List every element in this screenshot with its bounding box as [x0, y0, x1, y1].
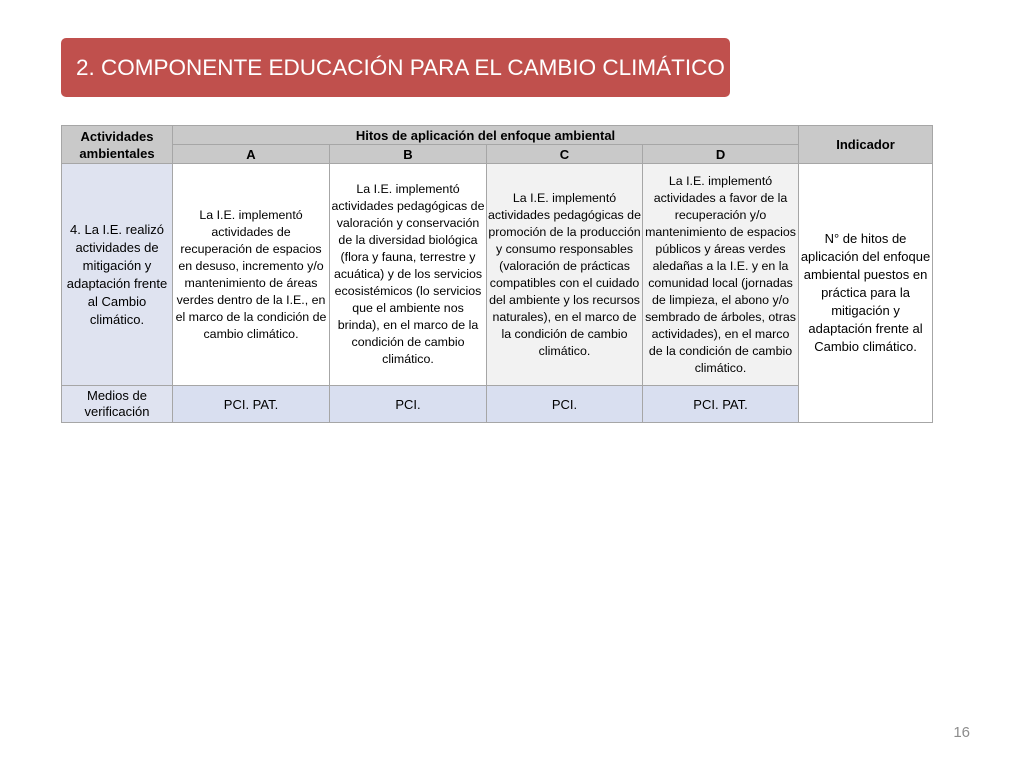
page-number: 16 — [953, 724, 970, 741]
table-row — [62, 164, 933, 386]
milestone-cell-c: La I.E. implementó actividades pedagógicas de promoción de la producción y consumo responsables (valoración de prácticas compatibles con el cuidado del ambiente y los recursos naturales), en el marco de la condición de cambio climático. — [487, 164, 643, 386]
medios-cell-a: PCI. PAT. — [173, 386, 330, 423]
table-header-row — [62, 126, 933, 145]
milestone-cell-b: La I.E. implementó actividades pedagógicas de valoración y conservación de la diversidad biológica (flora y fauna, terrestre y acuática) y de los servicios ecosistémicos (lo servicios que el ambiente nos brinda), en el marco de la condición de cambio climático. — [330, 164, 487, 386]
header-activities: Actividades ambientales — [62, 126, 173, 164]
header-col-c: C — [487, 145, 643, 164]
medios-label: Medios de verificación — [62, 386, 173, 423]
slide-title-banner — [61, 38, 730, 97]
header-milestones: Hitos de aplicación del enfoque ambiental — [173, 126, 799, 145]
activity-cell: 4. La I.E. realizó actividades de mitigación y adaptación frente al Cambio climático. — [62, 164, 173, 386]
medios-cell-b: PCI. — [330, 386, 487, 423]
header-indicator: Indicador — [799, 126, 933, 164]
header-col-a: A — [173, 145, 330, 164]
header-col-d: D — [643, 145, 799, 164]
indicator-cell: N° de hitos de aplicación del enfoque ambiental puestos en práctica para la mitigación y adaptación frente al Cambio climático. — [799, 164, 933, 423]
milestone-cell-d: La I.E. implementó actividades a favor de la recuperación y/o mantenimiento de espacios públicos y áreas verdes aledañas a la I.E. y en la comunidad local (jornadas de limpieza, el abono y/o sembrado de árboles, otras actividades), en el marco de la condición de cambio climático. — [643, 164, 799, 386]
slide-title: 2. COMPONENTE EDUCACIÓN PARA EL CAMBIO CLIMÁTICO — [76, 54, 725, 80]
header-col-b: B — [330, 145, 487, 164]
medios-cell-d: PCI. PAT. — [643, 386, 799, 423]
milestone-cell-a: La I.E. implementó actividades de recuperación de espacios en desuso, incremento y/o mantenimiento de áreas verdes dentro de la I.E., en el marco de la condición de cambio climático. — [173, 164, 330, 386]
medios-cell-c: PCI. — [487, 386, 643, 423]
activities-table — [61, 125, 933, 423]
